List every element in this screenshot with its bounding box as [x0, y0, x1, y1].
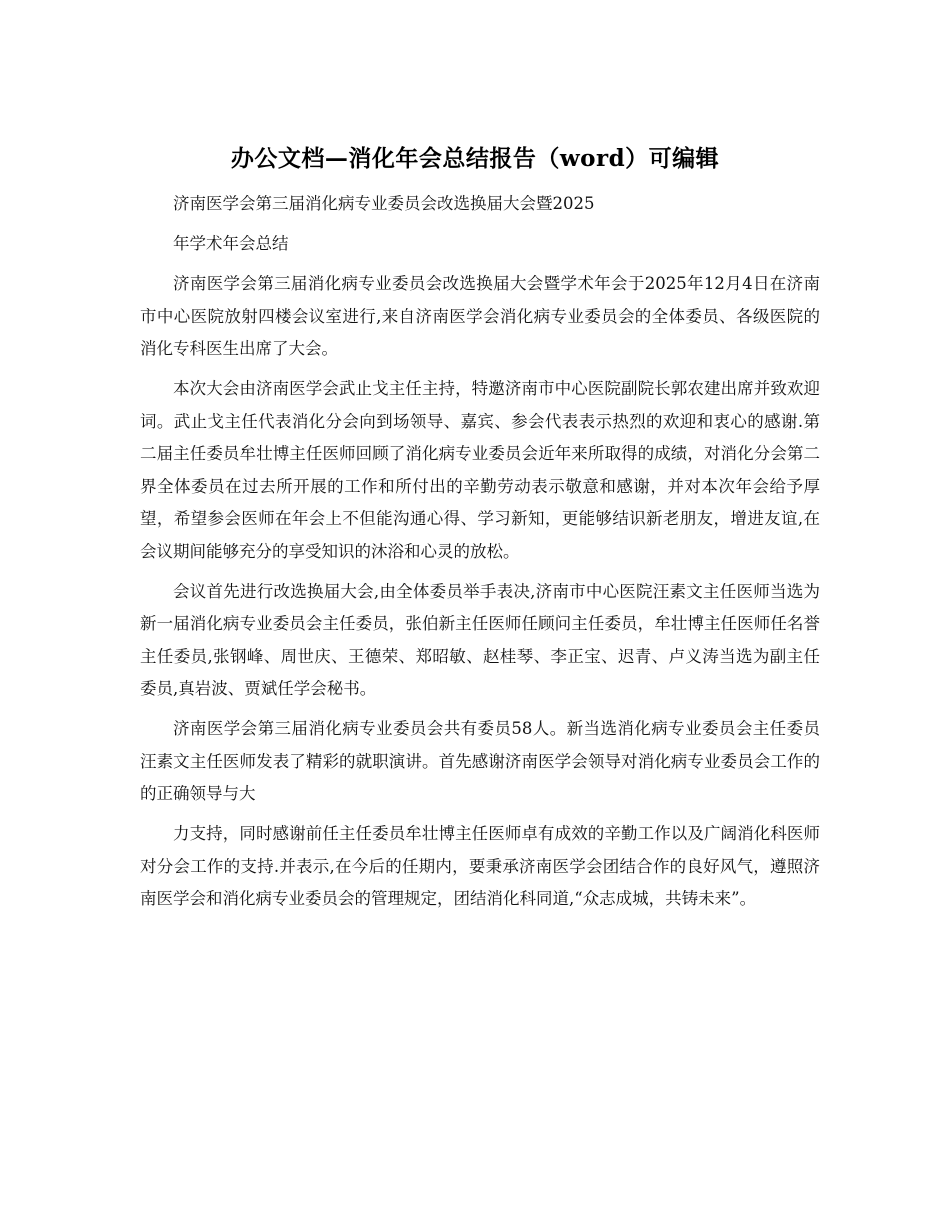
paragraph-3: 济南医学会第三届消化病专业委员会改选换届大会暨学术年会于2025年12月4日在济南市中心医院放射四楼会议室进行,来自济南医学会消化病专业委员会的全体委员、各级医院的消化专科医生出席了大会。 [140, 274, 820, 358]
paragraph-7: 力支持，同时感谢前任主任委员牟壮博主任医师卓有成效的辛勤工作以及广阔消化科医师对分会工作的支持.并表示,在今后的任期内，要秉承济南医学会团结合作的良好风气，遵照济南医学会和消化病专业委员会的管理规定，团结消化科同道,“众志成城，共铸未来”。 [140, 824, 820, 908]
document-body [140, 188, 820, 923]
paragraph-6: 济南医学会第三届消化病专业委员会共有委员58人。新当选消化病专业委员会主任委员汪素文主任医师发表了精彩的就职演讲。首先感谢济南医学会领导对消化病专业委员会工作的的正确领导与大 [140, 719, 820, 803]
paragraph-5: 会议首先进行改选换届大会,由全体委员举手表决,济南市中心医院汪素文主任医师当选为新一届消化病专业委员会主任委员，张伯新主任医师任顾问主任委员，牟壮博主任医师任名誉主任委员,张钢峰、周世庆、王德荣、郑昭敏、赵桂琴、李正宝、迟青、卢义涛当选为副主任委员,真岩波、贾斌任学会秘书。 [140, 581, 820, 698]
document-title: 办公文档—消化年会总结报告（word）可编辑 [230, 145, 720, 172]
paragraph-1: 济南医学会第三届消化病专业委员会改选换届大会暨2025 [173, 194, 595, 213]
paragraph-2: 年学术年会总结 [173, 234, 289, 253]
paragraph-4: 本次大会由济南医学会武止戈主任主持，特邀济南市中心医院副院长郭农建出席并致欢迎词。武止戈主任代表消化分会向到场领导、嘉宾、参会代表表示热烈的欢迎和衷心的感谢.第二届主任委员牟壮博主任医师回顾了消化病专业委员会近年来所取得的成绩，对消化分会第二界全体委员在过去所开展的工作和所付出的辛勤劳动表示敬意和感谢，并对本次年会给予厚望，希望参会医师在年会上不但能沟通心得、学习新知，更能够结识新老朋友，增进友谊,在会议期间能够充分的享受知识的沐浴和心灵的放松。 [140, 379, 820, 561]
